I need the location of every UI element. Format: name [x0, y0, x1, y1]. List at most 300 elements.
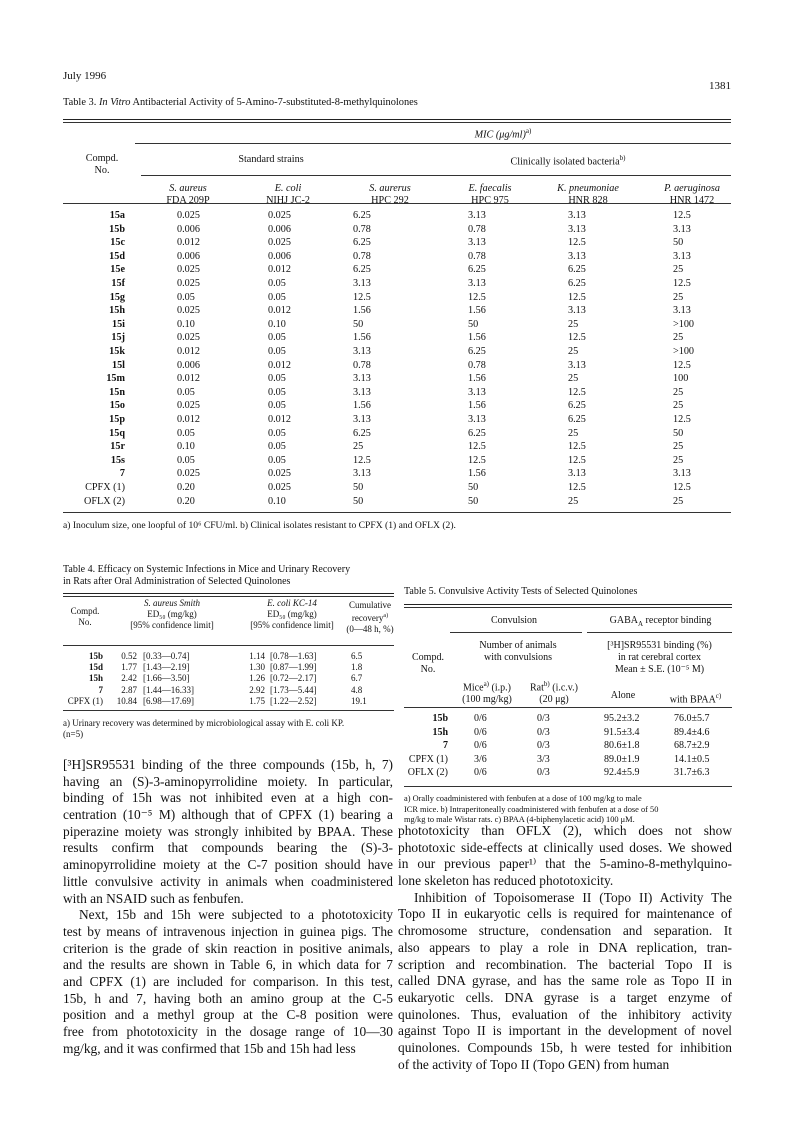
strain-name: P. aeruginosa: [664, 183, 720, 194]
mic-value: 6.25: [568, 400, 586, 412]
convulsion-value: 89.0±1.9: [604, 753, 640, 765]
efficacy-value: [0.87—1.99]: [270, 662, 317, 673]
strain-name: S. aureus: [169, 183, 207, 194]
convulsion-value: 3/6: [474, 753, 487, 765]
table-row: [63, 251, 731, 264]
mic-value: 0.025: [177, 305, 200, 317]
convulsion-value: 68.7±2.9: [674, 740, 710, 752]
mic-value: 12.5: [568, 291, 586, 303]
efficacy-value: 0.52: [121, 651, 137, 661]
table-row: [63, 278, 731, 291]
mic-value: 0.012: [268, 414, 291, 425]
text-line: [³H]SR95531 binding of the three compounds (15b, h, 7): [63, 757, 393, 772]
t5-alone-header: Alone: [610, 690, 636, 701]
efficacy-value: 2.42: [121, 673, 137, 684]
table-row: [63, 496, 731, 509]
table4-caption: Table 4. Efficacy on Systemic Infections in Mice and Urinary Recovery in Rats after Oral Administration of Selected Quinolones: [63, 564, 351, 587]
table-row: [63, 346, 731, 359]
table3-bottom-rule: [63, 512, 731, 513]
mic-value: 0.025: [177, 332, 200, 344]
t5-rat-header: Rat$^{b)}$ (i.c.v.) (20 μg): [530, 680, 578, 706]
text-line: mg/kg, and it was confirmed that 15b and 15h had less: [63, 1040, 356, 1056]
mic-value: 6.25: [468, 427, 486, 439]
text-line: Next, 15b and 15h were subjected to a phototoxicity: [79, 907, 393, 923]
mic-value: 0.012: [268, 305, 291, 317]
t5-binding-header: [³H]SR95531 binding (%) in rat cerebral cortex Mean ± S.E. (10⁻⁵ M): [607, 640, 712, 675]
mic-value: 0.006: [268, 223, 291, 235]
convulsion-value: 76.0±5.7: [674, 713, 710, 724]
text-line: position and a methyl group at the C-8 position were: [63, 1007, 393, 1023]
mic-value: 12.5: [673, 414, 691, 425]
efficacy-value: 2.92: [249, 684, 265, 695]
clinical-header: Clinically isolated bacteria$^{b)}$: [510, 154, 626, 168]
table-row: [63, 224, 731, 237]
table-row: [63, 292, 731, 305]
convulsion-value: 80.6±1.8: [604, 740, 640, 752]
mic-value: 50: [353, 495, 364, 507]
mic-value: 6.25: [568, 278, 586, 289]
text-line: in our previous paper¹⁾ that the 5-amino-8-methylquino-: [398, 856, 732, 872]
mic-value: 12.5: [468, 441, 486, 453]
mic-value: 1.56: [353, 400, 371, 412]
compound-id: 15o: [109, 400, 125, 412]
mic-value: 0.10: [268, 495, 286, 507]
mic-value: 1.56: [353, 332, 371, 344]
compound-id: 15d: [109, 250, 125, 262]
table-row: [63, 319, 731, 332]
mic-value: 12.5: [673, 278, 691, 289]
convulsion-value: 92.4±5.9: [604, 767, 640, 779]
table-row: [63, 685, 394, 696]
text-line: quinolones. Compounds 15b, h were tested for inhibition: [398, 1039, 732, 1055]
compound-id: 15h: [109, 305, 125, 317]
mic-value: 0.78: [353, 359, 371, 371]
mic-value: 0.78: [468, 223, 486, 235]
compound-id: 15d: [88, 662, 103, 673]
mic-value: 25: [673, 291, 684, 303]
text-line: lone skeleton has reduced phototoxicity.: [398, 873, 614, 889]
table-row: [404, 767, 732, 780]
mic-value: 0.006: [177, 359, 200, 371]
mic-value: 12.5: [568, 386, 586, 398]
mic-value: 25: [568, 373, 579, 385]
convulsion-value: 0/3: [537, 767, 550, 779]
compound-id: 7: [98, 684, 103, 695]
mic-value: 0.05: [177, 454, 195, 466]
mic-value: 25: [673, 332, 684, 344]
mic-value: 0.05: [268, 427, 286, 439]
mic-value: 0.006: [268, 250, 291, 262]
compound-id: 15q: [109, 427, 125, 439]
mic-value: 50: [673, 237, 684, 249]
mic-value: 0.05: [177, 291, 195, 303]
table-row: [63, 210, 731, 223]
compound-id: 15s: [110, 454, 125, 466]
table-row: [63, 414, 731, 427]
convulsion-value: 0/3: [537, 740, 550, 752]
mic-value: 0.012: [177, 373, 200, 385]
mic-value: 3.13: [353, 373, 371, 385]
table-row: [63, 662, 394, 673]
table-row: [63, 428, 731, 441]
mic-value: 12.5: [673, 210, 691, 221]
convulsion-value: 91.5±3.4: [604, 726, 640, 738]
mic-value: >100: [673, 346, 695, 357]
table3-top-rule: [63, 119, 731, 120]
mic-value: 0.05: [268, 346, 286, 357]
convulsion-value: 95.2±3.2: [604, 713, 640, 724]
mic-value: 12.5: [673, 482, 691, 493]
mic-value: 25: [568, 427, 579, 439]
table-row: [63, 673, 394, 684]
compound-id: CPFX (1): [408, 753, 448, 765]
mic-value: 6.25: [353, 264, 371, 276]
text-line: with an NSAID such as fenbufen.: [63, 890, 244, 906]
strain-code: FDA 209P: [166, 195, 210, 206]
efficacy-value: [1.73—5.44]: [270, 684, 317, 695]
efficacy-value: [0.33—0.74]: [143, 651, 190, 661]
mic-value: 3.13: [568, 210, 586, 221]
t4-ecoli-header: E. coli KC-14 ED₅₀ (mg/kg) [95% confidence limit]: [250, 598, 334, 630]
efficacy-value: [0.72—2.17]: [270, 673, 317, 684]
mic-value: 1.56: [468, 373, 486, 385]
mic-value: 0.012: [177, 346, 200, 357]
efficacy-value: [1.43—2.19]: [143, 662, 190, 673]
convulsion-value: 3/3: [537, 753, 550, 765]
strain-code: HNR 1472: [669, 195, 715, 206]
compound-id: 15j: [111, 332, 125, 344]
compound-id: CPFX (1): [67, 695, 103, 706]
convulsion-value: 0/6: [474, 767, 487, 779]
compound-id: 7: [443, 740, 448, 752]
text-line: aminopyrrolidine moiety at the C-7 position should have: [63, 857, 393, 873]
strain-name: K. pneumoniae: [557, 183, 619, 194]
mic-value: 3.13: [468, 278, 486, 289]
table4-bottom-rule: [63, 710, 394, 711]
mic-value: 25: [568, 346, 579, 357]
compound-id: 15h: [88, 673, 103, 684]
mic-value: 1.56: [353, 305, 371, 317]
mic-value: 0.05: [268, 441, 286, 453]
mic-value: 3.13: [568, 359, 586, 371]
t4-compd-header: Compd. No.: [70, 606, 100, 627]
strain-code: HNR 828: [568, 195, 608, 206]
table5-bottom-rule: [404, 786, 732, 787]
table4-footnote: a) Urinary recovery was determined by microbiological assay with E. coli KP. (n=5): [63, 718, 345, 739]
t5-gaba-header: $GABA_A$ receptor binding: [609, 615, 712, 628]
convulsion-value: 0/6: [474, 713, 487, 724]
compound-id: 15b: [432, 713, 448, 724]
compound-id: 15i: [111, 318, 125, 330]
table4-top-rule-2: [63, 596, 394, 597]
text-line: and CPFX (1) are included for comparison. In this test,: [63, 973, 393, 989]
mic-value: 6.25: [468, 346, 486, 357]
mic-value: 6.25: [468, 264, 486, 276]
compound-id: 15b: [88, 651, 103, 661]
standard-strains-header: Standard strains: [238, 154, 304, 165]
text-line: free from phototoxicity in the dosage range of 10—30: [63, 1024, 393, 1039]
efficacy-value: 1.26: [249, 673, 265, 684]
mic-value: 6.25: [353, 210, 371, 221]
t5-animals-header: Number of animals with convulsions: [479, 640, 557, 663]
compound-id: 15c: [110, 237, 125, 249]
mic-value: 1.56: [468, 332, 486, 344]
table-row: [63, 305, 731, 318]
compound-id: 15b: [109, 223, 125, 235]
compound-id: 15n: [109, 386, 125, 398]
table-row: [63, 237, 731, 250]
text-line: called DNA gyrase, and has the same role as Topo II in: [398, 973, 732, 989]
text-line: test by means of intravenous injection in guinea pigs. The: [63, 923, 393, 939]
mic-value: 25: [568, 495, 579, 507]
mic-value: 0.025: [268, 237, 291, 249]
mic-value: 0.025: [268, 210, 291, 221]
table-row: [63, 360, 731, 373]
mic-value: 50: [673, 427, 684, 439]
compound-id: 15h: [432, 726, 448, 738]
text-line: also appears to play a role in DNA replication, tran-: [398, 939, 732, 955]
text-line: phototoxicity than OFLX (2), which does not show: [398, 823, 732, 838]
text-line: having an (S)-3-aminopyrrolidine moiety. In particular,: [63, 773, 393, 789]
mic-value: 6.25: [568, 264, 586, 276]
mic-value: 6.25: [353, 427, 371, 439]
strain-name: E. faecalis: [468, 183, 512, 194]
clinical-rule: [333, 175, 731, 176]
table3-header-rule: [63, 203, 731, 204]
compound-id: 15f: [111, 278, 125, 289]
text-line: little convulsive activity in animals when coadministered: [63, 873, 393, 889]
efficacy-value: [1.22—2.52]: [270, 695, 317, 706]
t5-gaba-rule: [587, 632, 732, 633]
mic-value: 0.012: [177, 237, 200, 249]
compd-header: Compd. No.: [85, 153, 119, 176]
strain-name: S. aurerus: [369, 183, 411, 194]
table5-top-rule: [404, 604, 732, 605]
mic-value: 50: [468, 482, 479, 493]
table-row: [404, 740, 732, 753]
text-line: criterion is the grade of skin reaction in positive animals,: [63, 940, 393, 956]
body-left-column: [63, 757, 393, 1057]
mic-value: 3.13: [673, 223, 691, 235]
text-line: scription and recombination. The bacterial Topo II is: [398, 956, 732, 972]
mic-value: 25: [673, 264, 684, 276]
table3-top-rule-2: [63, 122, 731, 123]
table5-caption: Table 5. Convulsive Activity Tests of Selected Quinolones: [404, 586, 638, 597]
running-date: July 1996: [63, 70, 107, 82]
mic-value: 0.05: [268, 332, 286, 344]
mic-value: 0.025: [177, 264, 200, 276]
efficacy-value: [1.66—3.50]: [143, 673, 190, 684]
efficacy-value: [1.44—16.33]: [143, 684, 194, 695]
mic-value: 1.56: [468, 400, 486, 412]
mic-value: 3.13: [568, 468, 586, 480]
compound-id: 15e: [110, 264, 125, 276]
compound-id: OFLX (2): [83, 495, 125, 507]
strain-code: HPC 292: [371, 195, 409, 206]
efficacy-value: [6.98—17.69]: [143, 695, 194, 706]
table3-caption: Table 3. In Vitro Antibacterial Activity of 5-Amino-7-substituted-8-methylquinolones: [63, 97, 418, 108]
table5-footnote: a) Orally coadministered with fenbufen at a dose of 100 mg/kg to male ICR mice. b) Intraperitoneally coadministered with fenbufen at a dose of 50 mg/kg to male Wistar rats. c) BPAA (4-biphenylacetic acid) 100 μM.: [404, 794, 659, 824]
table5-header-rule: [404, 707, 732, 708]
text-line: Topo II in eukaryotic cells is required for maintenance of: [398, 906, 732, 922]
mic-value: 0.10: [177, 441, 195, 453]
efficacy-value: 1.30: [249, 662, 265, 673]
table-row: [63, 482, 731, 495]
table-row: [63, 468, 731, 481]
table-row: [404, 727, 732, 740]
mic-value: 0.006: [177, 223, 200, 235]
strain-code: HPC 975: [471, 195, 509, 206]
compound-id: CPFX (1): [85, 482, 125, 493]
t5-bpaa-header: with BPAA$^{c)}$: [669, 692, 722, 706]
table-row: [63, 651, 394, 662]
mic-value: 3.13: [468, 414, 486, 425]
mic-value: 50: [468, 495, 479, 507]
text-line: quinolones. Thus, evaluation of the inhibitory activity: [398, 1006, 732, 1022]
efficacy-value: [0.78—1.63]: [270, 651, 317, 661]
text-line: eukaryotic cells. DNA gyrase is a target enzyme of: [398, 989, 732, 1005]
mic-value: 0.05: [268, 454, 286, 466]
mic-value: 0.10: [268, 318, 286, 330]
mic-value: 0.78: [468, 250, 486, 262]
mic-value: 12.5: [468, 291, 486, 303]
table-row: [63, 400, 731, 413]
text-line: of the activity of Topo II (Topo GEN) from human: [398, 1056, 670, 1072]
mic-value: 0.78: [353, 223, 371, 235]
mic-value: 0.025: [177, 210, 200, 221]
mic-value: 3.13: [353, 346, 371, 357]
t5-compd-header: Compd. No.: [412, 652, 444, 675]
mic-value: 25: [568, 318, 579, 330]
mic-value: 3.13: [468, 386, 486, 398]
convulsion-value: 14.1±0.5: [674, 753, 710, 765]
mic-value: 0.20: [177, 482, 195, 493]
convulsion-value: 0/3: [537, 726, 550, 738]
table-row: [63, 696, 394, 707]
text-line: Inhibition of Topoisomerase II (Topo II) Activity The: [414, 889, 732, 905]
t5-mice-header: Mice$^{a)}$ (i.p.) (100 mg/kg): [462, 680, 512, 706]
mic-value: 3.13: [568, 250, 586, 262]
mic-value: 0.012: [268, 264, 291, 276]
mic-value: 0.05: [268, 400, 286, 412]
convulsion-value: 0/3: [537, 713, 550, 724]
text-line: piperazine moiety was strongly inhibited by BPAA. These: [63, 823, 393, 839]
mic-value: 25: [353, 441, 364, 453]
mic-value: 0.012: [177, 414, 200, 425]
mic-value: 3.13: [568, 223, 586, 235]
mic-value: 0.05: [268, 386, 286, 398]
mic-value: 12.5: [568, 482, 586, 493]
table-row: [404, 754, 732, 767]
mic-value: 0.05: [177, 386, 195, 398]
compound-id: 15m: [106, 373, 125, 385]
efficacy-value: 6.7: [351, 673, 363, 684]
mic-value: 12.5: [673, 359, 691, 371]
mic-value: 1.56: [468, 305, 486, 317]
mic-value: 12.5: [468, 454, 486, 466]
mic-value: 0.025: [177, 468, 200, 480]
strain-name: E. coli: [274, 183, 302, 194]
table-row: [63, 441, 731, 454]
strain-code: NIHJ JC-2: [266, 195, 310, 206]
mic-value: 0.10: [177, 318, 195, 330]
efficacy-value: 2.87: [121, 684, 137, 695]
table4-top-rule: [63, 593, 394, 594]
mic-value: 25: [673, 386, 684, 398]
mic-value: 0.05: [268, 373, 286, 385]
mic-value: 3.13: [353, 414, 371, 425]
mic-value: 3.13: [568, 305, 586, 317]
table-row: [63, 264, 731, 277]
efficacy-value: 6.5: [351, 651, 363, 661]
mic-header: MIC $(\mu g/ml)^{a)}$: [474, 127, 532, 141]
mic-value: 3.13: [673, 250, 691, 262]
mic-value: 3.13: [468, 237, 486, 249]
t5-convulsion-header: Convulsion: [490, 615, 538, 626]
table-row: [404, 713, 732, 726]
body-right-column: [398, 823, 732, 1073]
t5-conv-rule: [450, 632, 582, 633]
mic-value: 0.05: [177, 427, 195, 439]
text-line: against Topo II is important in the development of novel: [398, 1023, 732, 1039]
mic-value: 50: [468, 318, 479, 330]
efficacy-value: 1.14: [249, 651, 265, 661]
mic-value: 0.05: [268, 291, 286, 303]
mic-value: 0.78: [353, 250, 371, 262]
compound-id: 15p: [109, 414, 125, 425]
convulsion-value: 89.4±4.6: [674, 726, 710, 738]
mic-value: 25: [673, 400, 684, 412]
mic-value: 12.5: [353, 291, 371, 303]
mic-value: 12.5: [568, 237, 586, 249]
mic-value: 3.13: [673, 305, 691, 317]
mic-value: 0.78: [468, 359, 486, 371]
compound-id: 7: [119, 468, 125, 480]
mic-value: 6.25: [568, 414, 586, 425]
table-row: [63, 332, 731, 345]
mic-value: 12.5: [568, 454, 586, 466]
mic-value: 0.05: [268, 278, 286, 289]
mic-rule: [135, 143, 731, 144]
convulsion-value: 31.7±6.3: [674, 767, 710, 779]
compound-id: 15k: [109, 346, 125, 357]
t4-saureus-header: S. aureus Smith ED₅₀ (mg/kg) [95% confidence limit]: [130, 598, 214, 630]
text-line: binding of 15h was not inhibited even at a high con-: [63, 790, 393, 806]
text-line: centration (10⁻⁵ M) although that of CPFX (1) bearing a: [63, 807, 393, 823]
mic-value: 3.13: [353, 468, 371, 480]
mic-value: 25: [673, 495, 684, 507]
compound-id: 15g: [109, 291, 125, 303]
table-row: [63, 387, 731, 400]
efficacy-value: 1.8: [351, 662, 363, 673]
mic-value: 3.13: [353, 278, 371, 289]
compound-id: 15r: [110, 441, 125, 453]
mic-value: 12.5: [568, 441, 586, 453]
text-line: results confirm that compounds bearing the (S)-3-: [63, 840, 393, 856]
table4-header-rule: [63, 645, 394, 646]
efficacy-value: 1.75: [249, 695, 265, 706]
text-line: phototoxic side-effects at clinically used doses. We showed: [398, 839, 732, 855]
efficacy-value: 10.84: [116, 695, 137, 706]
mic-value: >100: [673, 318, 695, 330]
mic-value: 3.13: [353, 386, 371, 398]
mic-value: 12.5: [568, 332, 586, 344]
efficacy-value: 4.8: [351, 684, 363, 695]
mic-value: 25: [673, 454, 684, 466]
efficacy-value: 1.77: [121, 662, 137, 673]
compound-id: 15a: [109, 210, 125, 221]
convulsion-value: 0/6: [474, 740, 487, 752]
